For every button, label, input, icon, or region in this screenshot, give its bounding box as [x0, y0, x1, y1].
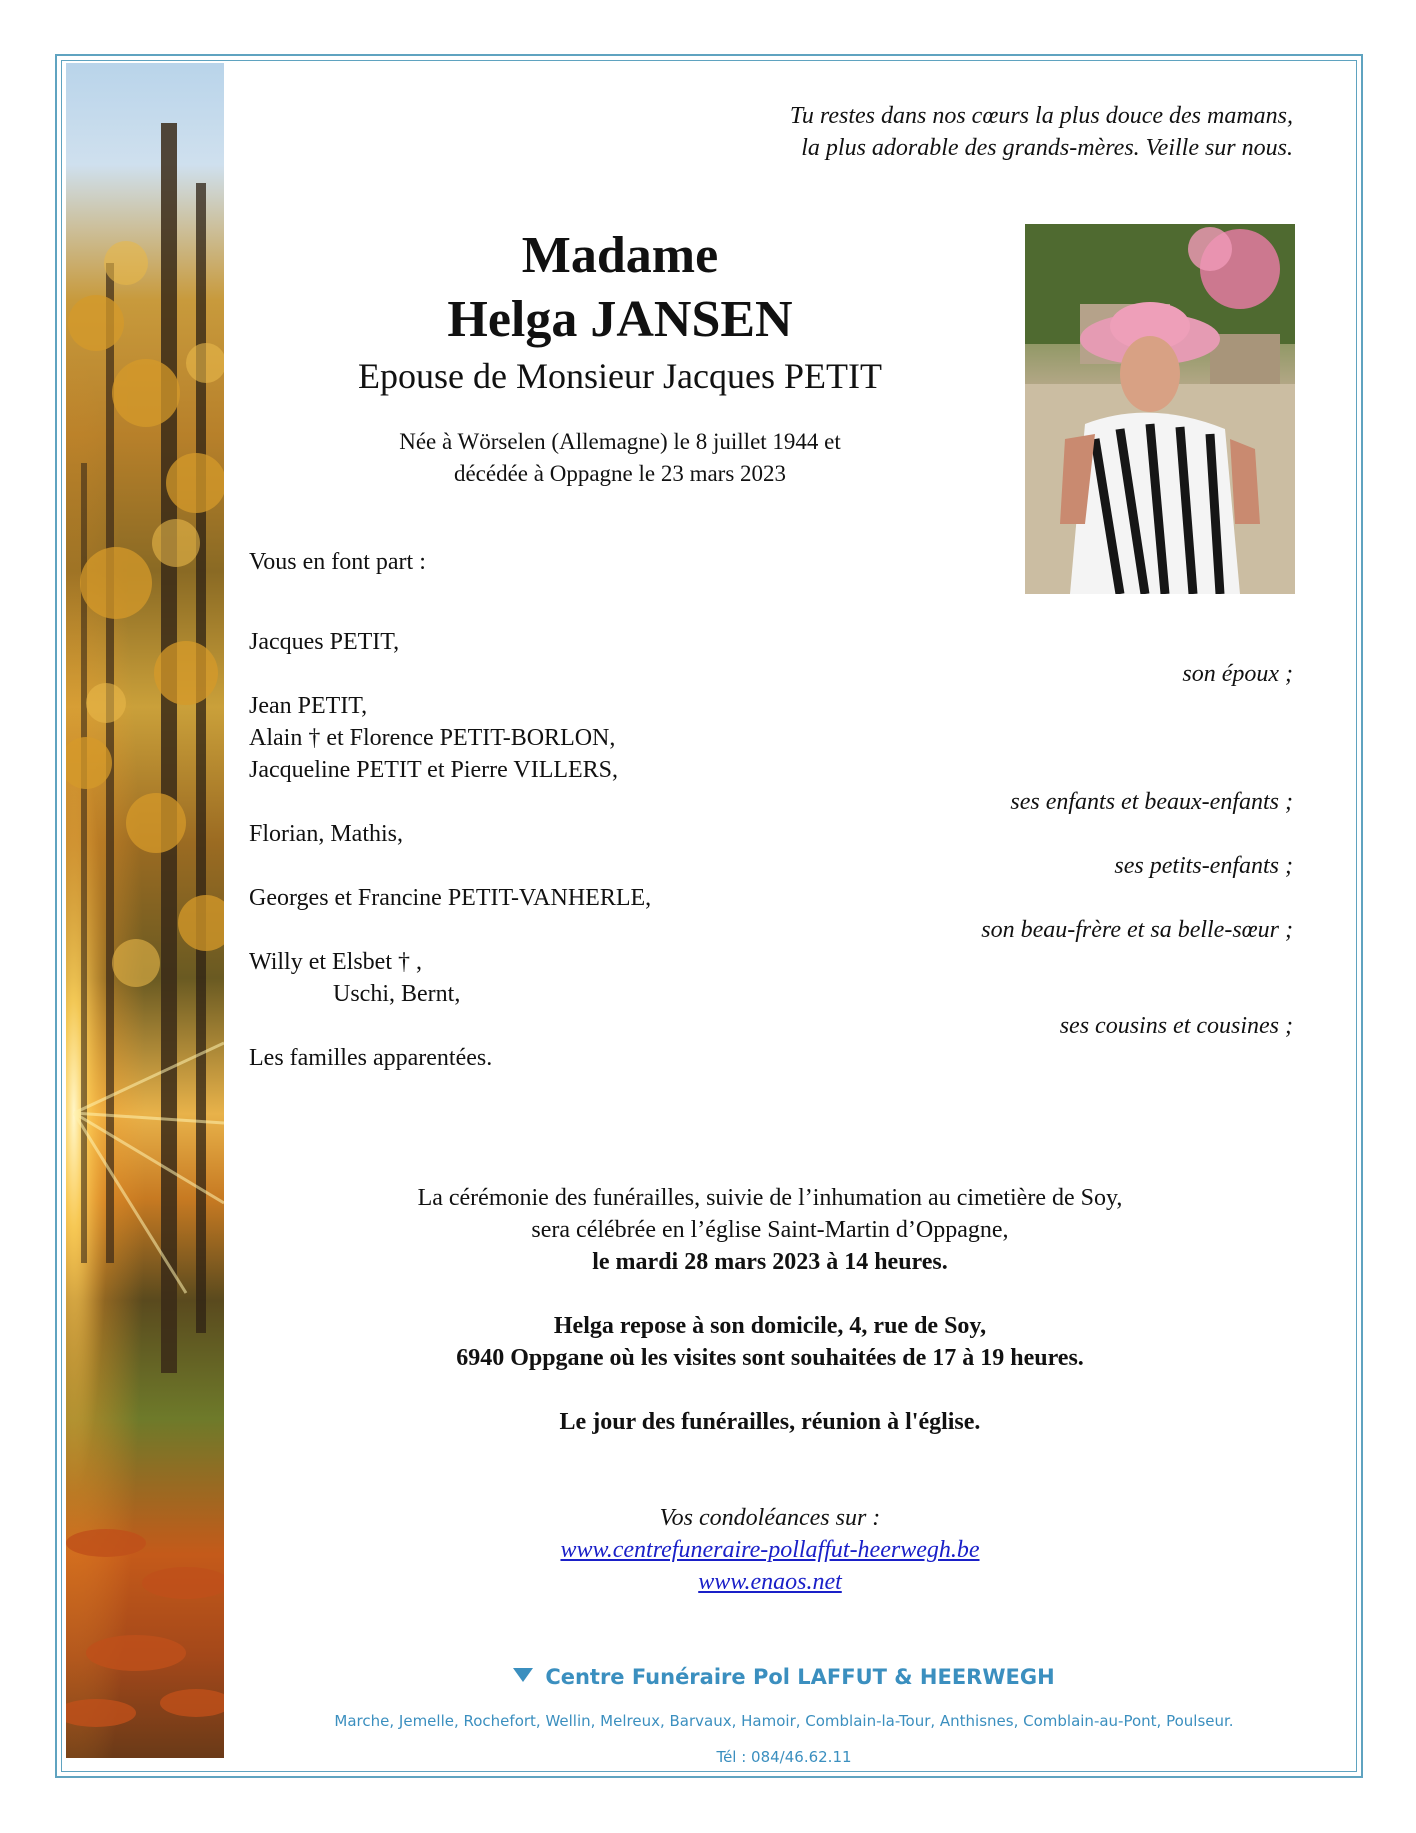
family-name: Jacqueline PETIT et Pierre VILLERS,	[249, 757, 619, 783]
family-group-grandchildren	[249, 818, 403, 850]
spouse-line: Epouse de Monsieur Jacques PETIT	[358, 356, 882, 396]
autumn-forest-image	[66, 63, 224, 1758]
family-name: Alain † et Florence PETIT-BORLON,	[249, 725, 616, 751]
family-group-cousins	[249, 946, 460, 1010]
condolences-section	[280, 1502, 1260, 1598]
deceased-title: Madame	[521, 227, 719, 284]
birth-death-info	[280, 426, 960, 490]
ceremony-line-1: La cérémonie des funérailles, suivie de l’inhumation au cimetière de Soy,	[417, 1185, 1123, 1211]
ceremony-date: le mardi 28 mars 2023 à 14 heures.	[592, 1249, 948, 1275]
family-name: Georges et Francine PETIT-VANHERLE,	[249, 885, 652, 911]
memorial-quote	[790, 100, 1293, 164]
family-group-spouse	[249, 626, 399, 658]
ceremony-line-2: sera célébrée en l’église Saint-Martin d’Oppagne,	[531, 1217, 1009, 1243]
family-name: Florian, Mathis,	[249, 821, 403, 847]
family-name: Les familles apparentées.	[249, 1045, 493, 1071]
visitation-line-1: Helga repose à son domicile, 4, rue de Soy,	[553, 1313, 987, 1339]
condolences-link-enaos[interactable]: www.enaos.net	[698, 1569, 842, 1595]
funeral-home-name-text: Centre Funéraire Pol LAFFUT & HEERWEGH	[545, 1665, 1055, 1689]
death-line: décédée à Oppagne le 23 mars 2023	[453, 461, 787, 486]
funeral-home-phone: Tél : 084/46.62.11	[716, 1748, 852, 1766]
relation-cousins: ses cousins et cousines ;	[1059, 1013, 1293, 1039]
relation-spouse: son époux ;	[1182, 661, 1293, 687]
relation-children: ses enfants et beaux-enfants ;	[1010, 789, 1293, 815]
family-name: Jacques PETIT,	[249, 629, 400, 655]
deceased-name: Helga JANSEN	[447, 291, 793, 348]
meeting-info: Le jour des funérailles, réunion à l'église.	[559, 1409, 981, 1435]
family-group-relatives	[249, 1042, 492, 1074]
relation-in-laws: son beau-frère et sa belle-sœur ;	[981, 917, 1293, 943]
condolences-link-funeral-home[interactable]: www.centrefuneraire-pollaffut-heerwegh.be	[560, 1537, 980, 1563]
family-group-in-laws	[249, 882, 651, 914]
family-name: Uschi, Bernt,	[333, 981, 461, 1007]
funeral-home-locations: Marche, Jemelle, Rochefort, Wellin, Melreux, Barvaux, Hamoir, Comblain-la-Tour, Anthisnes, Comblain-au-Pont, Poulseur.	[334, 1712, 1234, 1730]
quote-line-1: Tu restes dans nos cœurs la plus douce des mamans,	[789, 103, 1293, 129]
condolences-label: Vos condoléances sur :	[659, 1505, 881, 1531]
family-group-children	[249, 690, 618, 786]
quote-line-2: la plus adorable des grands-mères. Veille sur nous.	[801, 135, 1293, 161]
family-name: Willy et Elsbet † ,	[249, 949, 423, 975]
birth-line: Née à Wörselen (Allemagne) le 8 juillet 1944 et	[399, 429, 841, 454]
triangle-down-icon	[513, 1668, 533, 1682]
family-name: Jean PETIT,	[249, 693, 368, 719]
portrait-photo	[1025, 224, 1295, 594]
visitation-info	[280, 1310, 1260, 1374]
ceremony-info	[280, 1182, 1260, 1278]
announcement-label: Vous en font part :	[249, 549, 426, 575]
visitation-line-2: 6940 Oppgane où les visites sont souhaitées de 17 à 19 heures.	[456, 1345, 1084, 1371]
funeral-home-name	[224, 1665, 1344, 1689]
relation-grandchildren: ses petits-enfants ;	[1114, 853, 1293, 879]
